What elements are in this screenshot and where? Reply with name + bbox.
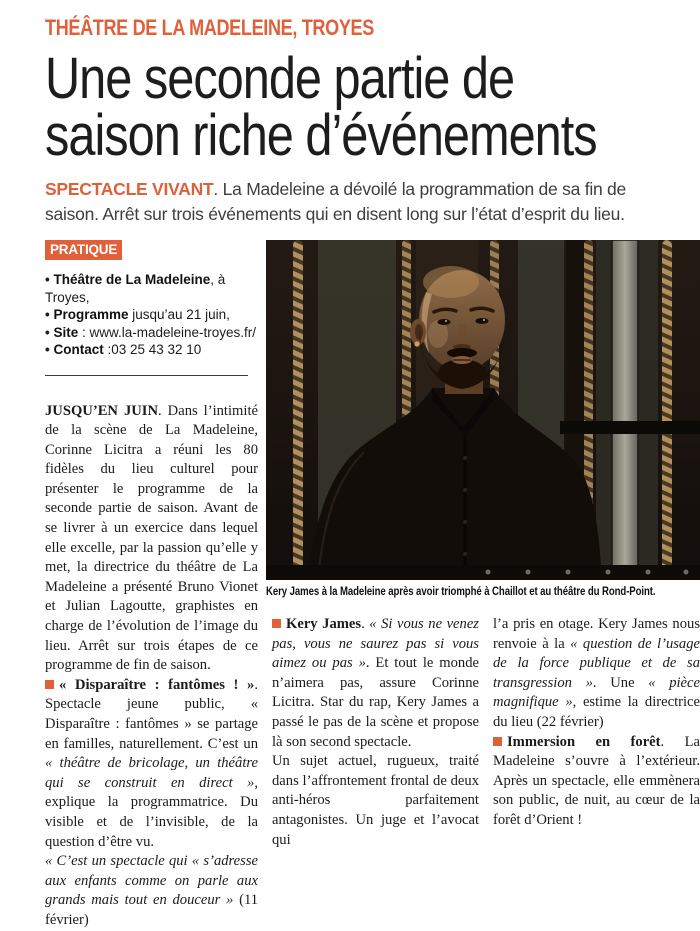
paragraph-kery-james: Kery James. « Si vous ne venez pas, vous ne saurez pas si vous aimez ou pas ». Et tout le monde n’aimera pas, assure Corinne Licitra. Star du rap, Kery James a passé le pas de la scène et propose là son second spectacle. — [272, 616, 479, 750]
article-column-middle — [272, 615, 479, 850]
bottom-beam — [266, 565, 700, 580]
pratique-item-phone: :03 25 43 32 10 — [103, 342, 202, 357]
paragraph-lead-in: JUSQU’EN JUIN — [45, 402, 159, 419]
head-highlight — [423, 266, 479, 298]
horizontal-beam — [560, 421, 700, 434]
section-bullet-icon — [493, 737, 502, 746]
quote-italic: « théâtre de bricolage, un théâtre qui se construit en direct » — [45, 755, 258, 791]
article-header — [0, 0, 700, 227]
paragraph-immersion: Immersion en forêt. La Madeleine s’ouvre à l’extérieur. Après un spectacle, elle emmènera son public, de nuit, au cœur de la forêt d’Orient ! — [493, 733, 700, 828]
pratique-item-venue — [45, 271, 258, 306]
paragraph-lead-in: Immersion en forêt — [507, 733, 661, 750]
pratique-item-text: , à Troyes, — [45, 272, 226, 305]
pratique-item-label: Théâtre de La Madeleine — [53, 272, 211, 287]
metal-bar — [612, 240, 638, 580]
article-column-right — [493, 615, 700, 850]
quote-italic: « C’est un spectacle qui « s’adresse aux enfants comme on parle aux grands mais tout en douceur » — [45, 853, 258, 909]
paragraph-lead-in: « Disparaître : fantômes ! » — [59, 676, 255, 693]
headline-line-2: saison riche d’événements — [45, 103, 597, 168]
pratique-item-label: Programme — [53, 307, 129, 322]
section-bullet-icon — [272, 619, 281, 628]
lead-text: . La Madeleine a dévoilé la programmation de sa fin de saison. Arrêt sur trois événements qui en disent long sur l’état d’esprit du lieu. — [45, 179, 627, 224]
photo-caption: Kery James à la Madeleine après avoir triomphé à Chaillot et au théâtre du Rond-Point. — [266, 584, 656, 598]
pratique-item-contact — [45, 341, 258, 359]
pratique-item-label: Contact — [53, 342, 104, 357]
paragraph-jusquen-juin: JUSQU’EN JUIN. Dans l’intimité de la scène de La Madeleine, Corinne Licitra a réuni les 80 fidèles du lieu culturel pour présenter le programme de la seconde partie de saison. Avant de se livrer à un exercice dans lequel elle excelle, par la passion qu’elle y met, la directrice du théâtre de La Madeleine a présenté Bruno Vionet et Julian Lagoutte, graphistes en charge de l’évolution de l’image du lieu. Arrêt sur trois étapes de ce programme de fin de saison. — [45, 402, 258, 674]
rail-divider — [45, 375, 248, 376]
paragraph-disparaitre: « Disparaître : fantômes ! ». Spectacle jeune public, « Disparaître : fantômes » se partage en familles, naturellement. C’est un « théâtre de bricolage, un théâtre qui se construit en direct », explique la programmatrice. Du visible et de l’invisible, de la question d’être vu. — [45, 676, 258, 850]
article-column-left — [45, 402, 258, 931]
eye-right — [476, 318, 489, 324]
pratique-label: PRATIQUE — [45, 240, 122, 260]
quote-italic: « question de l’usage de la force publique et de sa transgression » — [493, 635, 700, 691]
quote-italic: « Si vous ne venez pas, vous ne saurez pas si vous aimez ou pas » — [272, 616, 479, 672]
pratique-item-label: Site — [53, 324, 79, 340]
photo-section — [266, 240, 700, 931]
quote-italic: « pièce magnifique » — [493, 674, 700, 711]
headline-line-1: Une seconde partie de — [45, 46, 515, 111]
pratique-item-text: jusqu’au 21 juin, — [128, 307, 230, 322]
headline — [45, 46, 666, 168]
paragraph-lead-in: Kery James — [286, 616, 362, 632]
left-rail — [45, 240, 258, 931]
kery-james-photo — [266, 240, 700, 580]
paragraph-quote: « C’est un spectacle qui « s’adresse aux enfants comme on parle aux grands mais tout en douceur » (11 février) — [45, 853, 258, 928]
section-bullet-icon — [45, 680, 54, 689]
paragraph-otage: l’a pris en otage. Kery James nous renvoie à la « question de l’usage de la force publique et de sa transgression ». Une « pièce magnifique », estime la directrice du lieu (22 février) — [493, 616, 700, 730]
pratique-list — [45, 271, 258, 359]
pratique-item-url: : www.la-madeleine-troyes.fr/ — [78, 324, 257, 340]
eye-left — [438, 319, 451, 325]
earring — [414, 341, 419, 346]
paragraph-sujet: Un sujet actuel, rugueux, traité dans l’affrontement frontal de deux anti-héros parfaitement antagonistes. Un juge et l’avocat qui — [272, 753, 479, 848]
photo-figure — [266, 240, 700, 598]
lead-paragraph — [45, 177, 666, 227]
article-main — [0, 240, 700, 931]
lead-label: SPECTACLE VIVANT — [45, 179, 214, 199]
kicker: THÉÂTRE DE LA MADELEINE, TROYES — [45, 15, 374, 40]
article-columns — [266, 615, 700, 850]
pratique-item-programme — [45, 306, 258, 324]
pratique-item-site — [45, 324, 258, 342]
